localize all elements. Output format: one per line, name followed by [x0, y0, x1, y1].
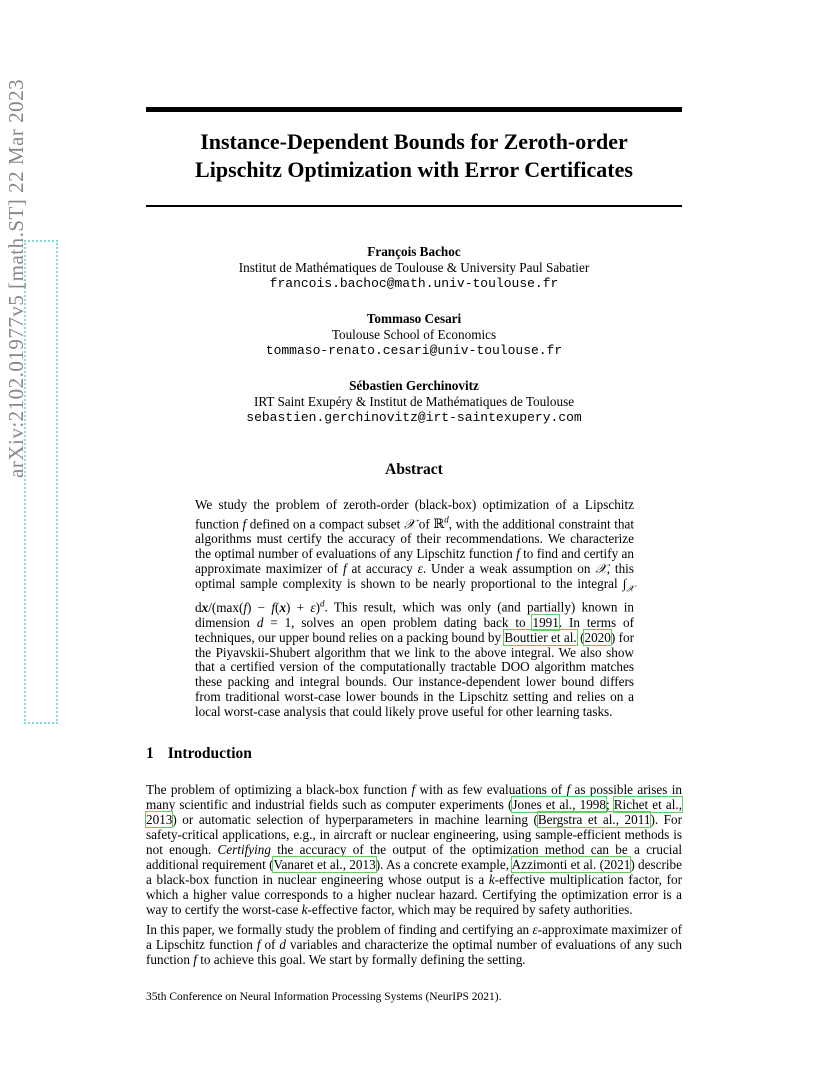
- author-name: François Bachoc: [367, 244, 461, 259]
- title-line-1: Instance-Dependent Bounds for Zeroth-order: [200, 129, 628, 154]
- citation-link[interactable]: Richet et al.,: [613, 797, 682, 812]
- author-email[interactable]: tommaso-renato.cesari@univ-toulouse.fr: [265, 343, 563, 358]
- title-rule-bottom: [146, 205, 682, 207]
- title-line-2: Lipschitz Optimization with Error Certificates: [195, 157, 633, 182]
- author-name: Tommaso Cesari: [366, 311, 462, 326]
- author-email[interactable]: sebastien.gerchinovitz@irt-saintexupery.com: [246, 410, 582, 425]
- citation-link[interactable]: 2013: [146, 812, 173, 827]
- intro-paragraph-1: The problem of optimizing a black-box function f with as few evaluations of f as possible arises in many scientific and industrial fields such as computer experiments (Jones et al., 1998; Richet et al., 2013) or automatic selection of hyperparameters in machine learning (Bergstra et al., 2011). For safety-critical applications, e.g., in aircraft or nuclear engineering, using sample-efficient methods is not enough. Certifying the accuracy of the output of the optimization method can be a crucial additional requirement (Vanaret et al., 2013). As a concrete example, Azzimonti et al. (2021) describe a black-box function in nuclear engineering whose output is a k-effective multiplication factor, for which a higher value corresponds to a higher nuclear hazard. Certifying the optimization error is a way to certify the worst-case k-effective factor, which may be required by safety authorities.: [146, 782, 683, 917]
- citation-link[interactable]: Azzimonti et al. (2021: [511, 857, 631, 872]
- author-block-3: [146, 378, 682, 426]
- citation-link[interactable]: Jones et al., 1998: [512, 797, 606, 812]
- author-name: Sébastien Gerchinovitz: [349, 378, 479, 393]
- abstract-heading: Abstract: [385, 461, 443, 478]
- title-rule-top: [146, 107, 682, 112]
- author-block-2: [146, 311, 682, 359]
- author-affiliation: Toulouse School of Economics: [331, 327, 497, 342]
- section-heading: 1 Introduction: [146, 745, 252, 762]
- citation-link[interactable]: Bouttier et al.: [504, 629, 577, 645]
- intro-paragraph-2: In this paper, we formally study the problem of finding and certifying an ε-approximate maximizer of a Lipschitz function f of d variables and characterize the optimal number of evaluations of any such function f to achieve this goal. We start by formally defining the setting.: [146, 922, 682, 967]
- paper-title: [146, 128, 682, 184]
- conference-footer: 35th Conference on Neural Information Processing Systems (NeurIPS 2021).: [146, 991, 502, 1003]
- author-affiliation: Institut de Mathématiques de Toulouse & University Paul Sabatier: [238, 260, 590, 275]
- author-block-1: [146, 244, 682, 292]
- author-email[interactable]: francois.bachoc@math.univ-toulouse.fr: [269, 276, 559, 291]
- citation-link[interactable]: Vanaret et al., 2013: [273, 857, 376, 872]
- citation-link[interactable]: 1991: [532, 614, 559, 630]
- author-affiliation: IRT Saint Exupéry & Institut de Mathématiques de Toulouse: [253, 394, 575, 409]
- abstract-text: We study the problem of zeroth-order (black-box) optimization of a Lipschitz function f defined on a compact subset 𝒳 of ℝ$^d$, with the additional constraint that algorithms must certify the accuracy of their recommendations. We characterize the optimal number of evaluations of any Lipschitz function f to find and certify an approximate maximizer of f at accuracy ε. Under a weak assumption on 𝒳, this optimal sample complexity is shown to be nearly proportional to the integral $\int_𝒳$ $dx/(\max(f) - f(x) + \varepsilon)^d$. This result, which was only (and partially) known in dimension d = 1, solves an open problem dating back to 1991. In terms of techniques, our upper bound relies on a packing bound by Bouttier et al. (2020) for the Piyavskii-Shubert algorithm that we link to the above integral. We also show that a certified version of the computationally tractable DOO algorithm matches these packing and integral bounds. Our instance-dependent lower bound differs from traditional worst-case lower bounds in the Lipschitz setting and relies on a local worst-case analysis that could likely prove useful for other learning tasks.: [195, 497, 635, 720]
- arxiv-stamp: [24, 240, 58, 724]
- citation-link[interactable]: Bergstra et al., 2011: [537, 812, 651, 827]
- arxiv-id: arXiv:2102.01977v5 [math.ST] 22 Mar 2023: [4, 78, 28, 478]
- citation-link[interactable]: 2020: [584, 629, 611, 645]
